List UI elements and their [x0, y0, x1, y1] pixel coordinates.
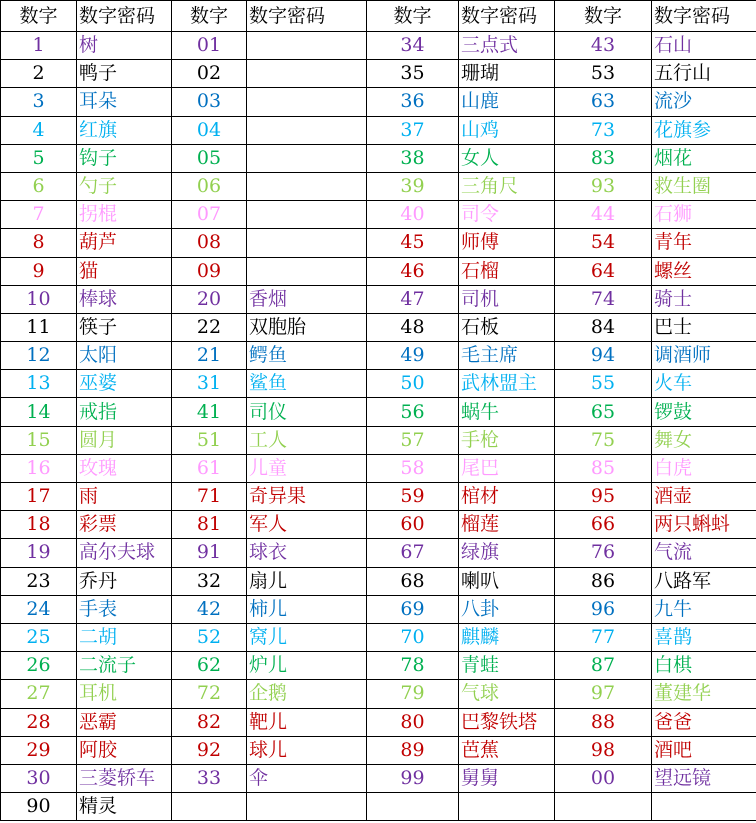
- number-cell: 70: [367, 623, 459, 651]
- number-cell: 25: [1, 623, 77, 651]
- password-cell: 三菱轿车: [77, 764, 172, 792]
- number-cell: 93: [555, 172, 652, 200]
- password-cell: 手表: [77, 595, 172, 623]
- number-cell: 96: [555, 595, 652, 623]
- number-cell: 80: [367, 708, 459, 736]
- number-cell: 32: [172, 567, 247, 595]
- table-row: [1, 539, 756, 567]
- password-cell: 靶儿: [247, 708, 367, 736]
- password-cell: 柿儿: [247, 595, 367, 623]
- number-cell: 65: [555, 398, 652, 426]
- number-cell: 16: [1, 454, 77, 482]
- number-cell: 08: [172, 229, 247, 257]
- password-cell: 巴黎铁塔: [459, 708, 555, 736]
- password-cell: 扇儿: [247, 567, 367, 595]
- password-cell: 戒指: [77, 398, 172, 426]
- number-cell: 7: [1, 201, 77, 229]
- number-cell: 51: [172, 426, 247, 454]
- number-cell: 8: [1, 229, 77, 257]
- password-cell: 精灵: [77, 793, 172, 821]
- number-cell: 31: [172, 370, 247, 398]
- password-cell: 武林盟主: [459, 370, 555, 398]
- number-cell: 89: [367, 736, 459, 764]
- password-cell: 奇异果: [247, 483, 367, 511]
- number-cell: 03: [172, 88, 247, 116]
- number-cell: 86: [555, 567, 652, 595]
- password-cell: 九牛: [652, 595, 756, 623]
- table-row: [1, 708, 756, 736]
- number-cell: 60: [367, 511, 459, 539]
- number-cell: 78: [367, 652, 459, 680]
- number-cell: 09: [172, 257, 247, 285]
- table-row: [1, 370, 756, 398]
- number-cell: 95: [555, 483, 652, 511]
- password-cell: 窝儿: [247, 623, 367, 651]
- table-row: [1, 652, 756, 680]
- password-cell: 乔丹: [77, 567, 172, 595]
- password-cell: 酒壶: [652, 483, 756, 511]
- number-cell: 17: [1, 483, 77, 511]
- number-cell: 75: [555, 426, 652, 454]
- password-cell: [247, 32, 367, 60]
- number-cell: 83: [555, 144, 652, 172]
- number-cell: 52: [172, 623, 247, 651]
- number-cell: 88: [555, 708, 652, 736]
- number-cell: 64: [555, 257, 652, 285]
- number-cell: 1: [1, 32, 77, 60]
- password-cell: 芭蕉: [459, 736, 555, 764]
- table-row: [1, 736, 756, 764]
- password-cell: [247, 257, 367, 285]
- number-cell: 58: [367, 454, 459, 482]
- number-cell: 57: [367, 426, 459, 454]
- number-cell: 97: [555, 680, 652, 708]
- password-cell: 鲨鱼: [247, 370, 367, 398]
- table-row: [1, 285, 756, 313]
- number-cell: 35: [367, 60, 459, 88]
- number-cell: 10: [1, 285, 77, 313]
- password-cell: 石山: [652, 32, 756, 60]
- table-row: [1, 567, 756, 595]
- password-cell: [247, 229, 367, 257]
- number-cell: 85: [555, 454, 652, 482]
- table-header: [1, 1, 756, 32]
- number-cell: 59: [367, 483, 459, 511]
- password-cell: 香烟: [247, 285, 367, 313]
- number-cell: 2: [1, 60, 77, 88]
- password-cell: 耳朵: [77, 88, 172, 116]
- password-cell: [247, 201, 367, 229]
- number-cell: 50: [367, 370, 459, 398]
- table-row: [1, 426, 756, 454]
- password-cell: 火车: [652, 370, 756, 398]
- password-cell: 高尔夫球: [77, 539, 172, 567]
- number-cell: 21: [172, 342, 247, 370]
- password-cell: 棒球: [77, 285, 172, 313]
- password-cell: [247, 144, 367, 172]
- password-cell: 喜鹊: [652, 623, 756, 651]
- password-cell: [652, 793, 756, 821]
- password-cell: 石榴: [459, 257, 555, 285]
- password-cell: 树: [77, 32, 172, 60]
- number-cell: 5: [1, 144, 77, 172]
- number-cell: 82: [172, 708, 247, 736]
- password-cell: 葫芦: [77, 229, 172, 257]
- header-row: [1, 1, 756, 32]
- number-cell: 71: [172, 483, 247, 511]
- number-cell: 15: [1, 426, 77, 454]
- number-cell: 61: [172, 454, 247, 482]
- number-cell: 91: [172, 539, 247, 567]
- password-cell: [247, 116, 367, 144]
- password-cell: [459, 793, 555, 821]
- header-number: 数字: [172, 1, 247, 32]
- password-cell: 圆月: [77, 426, 172, 454]
- number-cell: 11: [1, 313, 77, 341]
- password-cell: 双胞胎: [247, 313, 367, 341]
- password-cell: 山鸡: [459, 116, 555, 144]
- password-cell: 彩票: [77, 511, 172, 539]
- number-cell: 53: [555, 60, 652, 88]
- number-cell: 37: [367, 116, 459, 144]
- password-cell: 五行山: [652, 60, 756, 88]
- password-cell: 恶霸: [77, 708, 172, 736]
- number-cell: 06: [172, 172, 247, 200]
- password-cell: 石狮: [652, 201, 756, 229]
- number-cell: [555, 793, 652, 821]
- password-cell: 工人: [247, 426, 367, 454]
- password-cell: 董建华: [652, 680, 756, 708]
- header-password: 数字密码: [459, 1, 555, 32]
- password-cell: 太阳: [77, 342, 172, 370]
- password-cell: 爸爸: [652, 708, 756, 736]
- password-cell: 钩子: [77, 144, 172, 172]
- password-cell: 球儿: [247, 736, 367, 764]
- number-cell: 74: [555, 285, 652, 313]
- number-cell: 20: [172, 285, 247, 313]
- number-cell: 46: [367, 257, 459, 285]
- table-row: [1, 144, 756, 172]
- password-cell: 烟花: [652, 144, 756, 172]
- password-cell: 师傅: [459, 229, 555, 257]
- password-cell: 三点式: [459, 32, 555, 60]
- number-cell: 40: [367, 201, 459, 229]
- number-cell: 77: [555, 623, 652, 651]
- password-cell: 骑士: [652, 285, 756, 313]
- number-cell: 6: [1, 172, 77, 200]
- password-cell: 流沙: [652, 88, 756, 116]
- number-cell: 28: [1, 708, 77, 736]
- table-row: [1, 313, 756, 341]
- number-cell: 63: [555, 88, 652, 116]
- number-cell: 98: [555, 736, 652, 764]
- password-cell: 榴莲: [459, 511, 555, 539]
- number-cell: 84: [555, 313, 652, 341]
- password-cell: 玫瑰: [77, 454, 172, 482]
- password-cell: 救生圈: [652, 172, 756, 200]
- number-cell: 45: [367, 229, 459, 257]
- number-cell: 18: [1, 511, 77, 539]
- number-cell: 99: [367, 764, 459, 792]
- password-cell: 棺材: [459, 483, 555, 511]
- number-cell: 66: [555, 511, 652, 539]
- password-cell: 手枪: [459, 426, 555, 454]
- number-cell: 4: [1, 116, 77, 144]
- password-cell: 花旗参: [652, 116, 756, 144]
- header-number: 数字: [1, 1, 77, 32]
- number-cell: 12: [1, 342, 77, 370]
- password-cell: 八卦: [459, 595, 555, 623]
- password-cell: 球衣: [247, 539, 367, 567]
- number-cell: 13: [1, 370, 77, 398]
- password-cell: 雨: [77, 483, 172, 511]
- number-cell: 68: [367, 567, 459, 595]
- number-cell: 79: [367, 680, 459, 708]
- number-cell: 81: [172, 511, 247, 539]
- number-cell: 22: [172, 313, 247, 341]
- password-cell: 调酒师: [652, 342, 756, 370]
- table-row: [1, 88, 756, 116]
- header-password: 数字密码: [77, 1, 172, 32]
- number-cell: 04: [172, 116, 247, 144]
- table-row: [1, 511, 756, 539]
- number-cell: 34: [367, 32, 459, 60]
- password-cell: 阿胶: [77, 736, 172, 764]
- password-cell: 拐棍: [77, 201, 172, 229]
- password-cell: 筷子: [77, 313, 172, 341]
- password-cell: 鸭子: [77, 60, 172, 88]
- number-cell: [172, 793, 247, 821]
- number-cell: 54: [555, 229, 652, 257]
- number-cell: 94: [555, 342, 652, 370]
- number-cell: 23: [1, 567, 77, 595]
- number-cell: 87: [555, 652, 652, 680]
- number-cell: 36: [367, 88, 459, 116]
- table-row: [1, 229, 756, 257]
- password-cell: 石板: [459, 313, 555, 341]
- password-cell: 麒麟: [459, 623, 555, 651]
- number-cell: 90: [1, 793, 77, 821]
- password-cell: 舞女: [652, 426, 756, 454]
- password-cell: 红旗: [77, 116, 172, 144]
- password-cell: 巫婆: [77, 370, 172, 398]
- password-cell: 军人: [247, 511, 367, 539]
- number-cell: 33: [172, 764, 247, 792]
- table-row: [1, 454, 756, 482]
- header-number: 数字: [367, 1, 459, 32]
- number-cell: 62: [172, 652, 247, 680]
- number-cell: 38: [367, 144, 459, 172]
- number-cell: 01: [172, 32, 247, 60]
- password-cell: 二流子: [77, 652, 172, 680]
- password-cell: 二胡: [77, 623, 172, 651]
- password-cell: 司令: [459, 201, 555, 229]
- table-row: [1, 764, 756, 792]
- password-cell: 白虎: [652, 454, 756, 482]
- number-cell: 43: [555, 32, 652, 60]
- password-cell: 青蛙: [459, 652, 555, 680]
- table-row: [1, 32, 756, 60]
- password-cell: 蜗牛: [459, 398, 555, 426]
- number-cell: 72: [172, 680, 247, 708]
- number-cell: 76: [555, 539, 652, 567]
- number-cell: 19: [1, 539, 77, 567]
- number-cell: 56: [367, 398, 459, 426]
- number-cell: 73: [555, 116, 652, 144]
- password-cell: 锣鼓: [652, 398, 756, 426]
- password-cell: 炉儿: [247, 652, 367, 680]
- number-cell: 3: [1, 88, 77, 116]
- header-number: 数字: [555, 1, 652, 32]
- number-cell: 92: [172, 736, 247, 764]
- number-cell: 67: [367, 539, 459, 567]
- password-cell: 伞: [247, 764, 367, 792]
- number-cell: 49: [367, 342, 459, 370]
- table-row: [1, 172, 756, 200]
- password-cell: 企鹅: [247, 680, 367, 708]
- table-row: [1, 483, 756, 511]
- number-cell: 39: [367, 172, 459, 200]
- header-password: 数字密码: [247, 1, 367, 32]
- number-cell: 30: [1, 764, 77, 792]
- table-row: [1, 793, 756, 821]
- password-cell: 勺子: [77, 172, 172, 200]
- password-cell: 巴士: [652, 313, 756, 341]
- number-cell: 29: [1, 736, 77, 764]
- password-cell: 儿童: [247, 454, 367, 482]
- password-cell: 女人: [459, 144, 555, 172]
- number-cell: 41: [172, 398, 247, 426]
- password-cell: 白棋: [652, 652, 756, 680]
- password-cell: 珊瑚: [459, 60, 555, 88]
- password-cell: 耳机: [77, 680, 172, 708]
- number-cell: 55: [555, 370, 652, 398]
- number-cell: 26: [1, 652, 77, 680]
- number-cell: 02: [172, 60, 247, 88]
- password-cell: 绿旗: [459, 539, 555, 567]
- password-cell: 三角尺: [459, 172, 555, 200]
- password-cell: 气流: [652, 539, 756, 567]
- table-row: [1, 342, 756, 370]
- number-cell: 9: [1, 257, 77, 285]
- number-cell: 07: [172, 201, 247, 229]
- number-cell: 05: [172, 144, 247, 172]
- table-row: [1, 623, 756, 651]
- password-cell: 两只蝌蚪: [652, 511, 756, 539]
- table-row: [1, 595, 756, 623]
- password-cell: 毛主席: [459, 342, 555, 370]
- password-cell: [247, 172, 367, 200]
- number-cell: 24: [1, 595, 77, 623]
- table-row: [1, 201, 756, 229]
- number-cell: 44: [555, 201, 652, 229]
- table-row: [1, 257, 756, 285]
- number-cell: 00: [555, 764, 652, 792]
- table-body: [1, 32, 756, 821]
- password-cell: 司机: [459, 285, 555, 313]
- password-cell: 山鹿: [459, 88, 555, 116]
- password-cell: 司仪: [247, 398, 367, 426]
- password-cell: 喇叭: [459, 567, 555, 595]
- header-password: 数字密码: [652, 1, 756, 32]
- password-cell: [247, 793, 367, 821]
- table-row: [1, 680, 756, 708]
- number-cell: 14: [1, 398, 77, 426]
- password-cell: 舅舅: [459, 764, 555, 792]
- password-cell: [247, 60, 367, 88]
- password-cell: 八路军: [652, 567, 756, 595]
- number-cell: 48: [367, 313, 459, 341]
- password-cell: 尾巴: [459, 454, 555, 482]
- password-cell: 酒吧: [652, 736, 756, 764]
- password-cell: 气球: [459, 680, 555, 708]
- table-row: [1, 116, 756, 144]
- password-cell: 猫: [77, 257, 172, 285]
- password-cell: 望远镜: [652, 764, 756, 792]
- number-cell: 27: [1, 680, 77, 708]
- password-cell: 鳄鱼: [247, 342, 367, 370]
- password-cell: 螺丝: [652, 257, 756, 285]
- table-row: [1, 398, 756, 426]
- number-cell: 47: [367, 285, 459, 313]
- password-cell: [247, 88, 367, 116]
- password-cell: 青年: [652, 229, 756, 257]
- number-cell: 42: [172, 595, 247, 623]
- number-cell: [367, 793, 459, 821]
- number-cell: 69: [367, 595, 459, 623]
- table-row: [1, 60, 756, 88]
